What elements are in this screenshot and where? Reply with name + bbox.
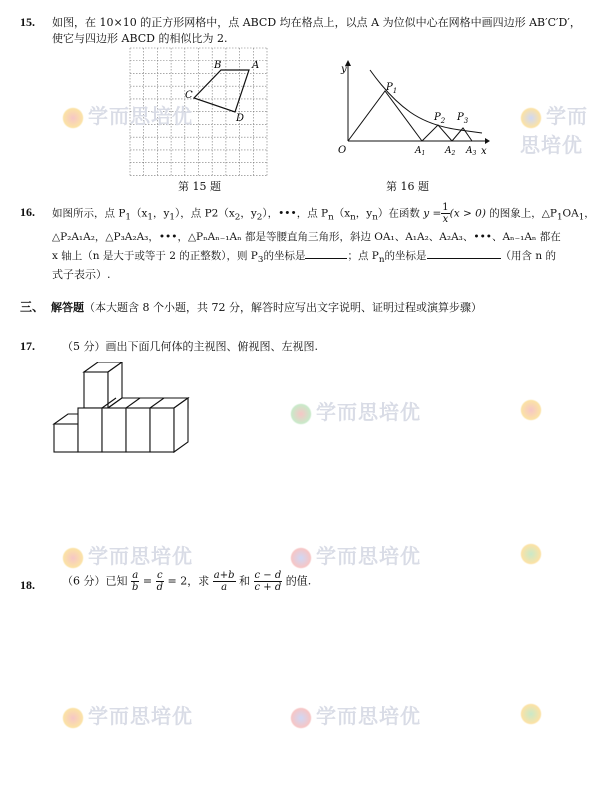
- watermark-logo-icon: [62, 707, 84, 729]
- q16-text-line1: 如图所示，点 $P_1(x_1$，$y_1$），点 $P2(x_2$，$y_2$），•••，点 $P_n(x_n$，$y_n$）在函数 y = $\frac{1}{x}$ (x > 0) 的图象上，$\triangle P_1OA_1$，: [52, 202, 595, 225]
- point-d-label: D: [236, 113, 245, 124]
- q15-text-line1: 如图，在 10×10 的正方形网格中，点 ABCD 均在格点上，以点 A 为位似中心在网格中画四边形 AB′C′D′，: [52, 16, 581, 29]
- q16-text-line2: △P₂A₁A₂，△P₃A₂A₃，•••，△PₙAₙ₋₁Aₙ 都是等腰直角三角形，斜边 OA₁、A₁A₂、A₂A₃、•••、Aₙ₋₁Aₙ 都在: [52, 231, 561, 243]
- q18-number: 18.: [20, 578, 35, 592]
- watermark: 学而思培优: [290, 540, 421, 569]
- point-b-label: B: [214, 60, 222, 71]
- q15-caption: 第 15 题: [178, 180, 221, 193]
- quadrilateral-abcd: [194, 70, 249, 112]
- watermark: 学而思培优: [62, 700, 193, 729]
- y-label: y: [341, 64, 347, 75]
- triangle-p3: [452, 128, 472, 141]
- triangle-p1: [348, 91, 422, 141]
- watermark-logo-icon: [520, 543, 542, 565]
- watermark-logo-icon: [290, 547, 312, 569]
- q17-cube-figure: [50, 362, 200, 456]
- point-a-label: A: [252, 60, 260, 71]
- q18-text: （6 分）已知 $\frac{a}{b}$ = $\frac{c}{d}$ = 2，求 $\frac{a+b}{a}$ 和 $\frac{c - d}{c + d}$ 的值.: [62, 570, 312, 593]
- watermark-logo-icon: [520, 703, 542, 725]
- q16-text-line4: 式子表示）.: [52, 268, 111, 281]
- watermark-logo-icon: [62, 547, 84, 569]
- watermark-logo-icon: [290, 707, 312, 729]
- q17-number: 17.: [20, 339, 35, 353]
- watermark: 学而思培优: [290, 700, 421, 729]
- x-label: x: [481, 146, 487, 157]
- watermark-logo-icon: [62, 107, 84, 129]
- a3-label: $A_3$: [466, 146, 477, 157]
- watermark-logo-icon: [290, 403, 312, 425]
- watermark: 学而思培优: [290, 396, 421, 425]
- watermark-logo-icon: [520, 399, 542, 421]
- p2-label: $P_2$: [434, 112, 446, 125]
- q15-text-line2: 使它与四边形 ABCD 的相似比为 2.: [52, 32, 228, 45]
- watermark: 学而思培优: [62, 100, 193, 129]
- q16-text-line3: x 轴上（n 是大于或等于 2 的正整数），则 $P_3$的坐标是 ；点 $P_n$的坐标是 （用含 n 的: [52, 250, 556, 266]
- point-c-label: C: [185, 90, 193, 101]
- section3-heading: 三、 解答题（本大题含 8 个小题，共 72 分，解答时应写出文字说明、证明过程或演算步骤）: [20, 300, 482, 314]
- watermark: [520, 396, 546, 421]
- q16-number: 16.: [20, 205, 35, 219]
- watermark-logo-icon: [520, 107, 542, 129]
- q17-text: （5 分）画出下面几何体的主视图、俯视图、左视图.: [62, 340, 318, 353]
- a1-label: $A_1$: [415, 146, 426, 157]
- watermark: [520, 540, 546, 565]
- q16-caption: 第 16 题: [386, 180, 429, 193]
- q15-number: 15.: [20, 15, 35, 29]
- watermark: 学而思培优: [520, 104, 588, 157]
- p1-label: $P_1$: [386, 82, 398, 95]
- watermark: 学而思培优: [62, 540, 193, 569]
- watermark: [520, 700, 546, 725]
- origin-label: O: [338, 145, 347, 156]
- q16-graph-figure: [330, 58, 490, 158]
- a2-label: $A_2$: [445, 146, 456, 157]
- p3-label: $P_3$: [457, 112, 469, 125]
